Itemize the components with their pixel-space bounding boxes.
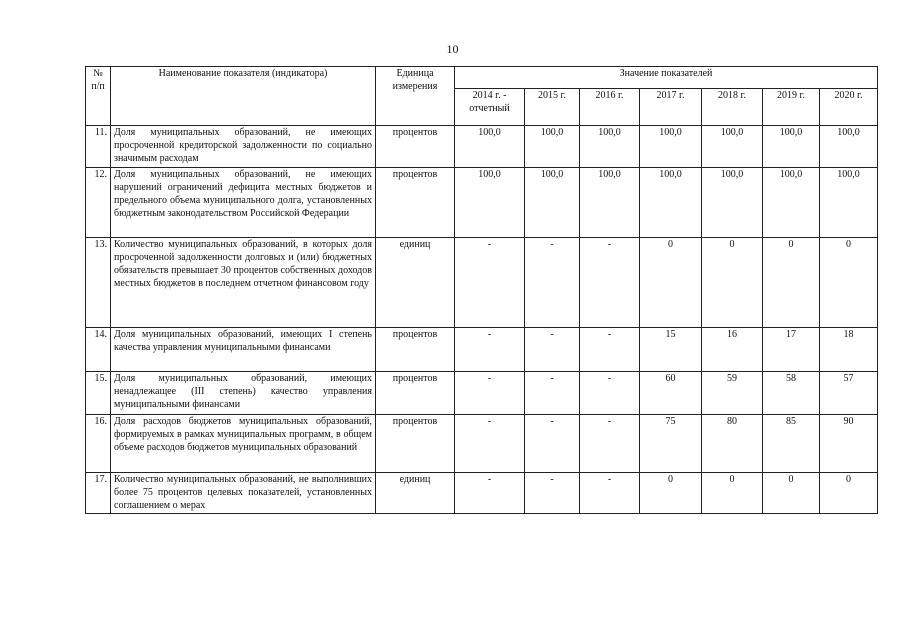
unit-cell: процентов: [376, 328, 455, 372]
value-cell: -: [525, 415, 580, 473]
value-cell: -: [580, 372, 640, 415]
indicator-name: Доля муниципальных образований, не имеющих просроченной кредиторской задолженности по социально значимым расходам: [111, 126, 376, 168]
value-cell: 75: [640, 415, 702, 473]
row-number: 13.: [86, 238, 111, 328]
value-cell: 0: [820, 238, 878, 328]
value-cell: -: [580, 238, 640, 328]
indicator-name: Количество муниципальных образований, в которых доля просроченной задолженности долговых и (или) бюджетных обязательств превышает 30 процентов собственных доходов местных бюджетов в последнем отчетном финансовом году: [111, 238, 376, 328]
value-cell: 60: [640, 372, 702, 415]
table-row: [86, 168, 878, 238]
unit-cell: единиц: [376, 238, 455, 328]
value-cell: 85: [763, 415, 820, 473]
header-year: 2017 г.: [640, 89, 702, 126]
value-cell: -: [580, 473, 640, 514]
value-cell: 100,0: [580, 126, 640, 168]
value-cell: 17: [763, 328, 820, 372]
value-cell: 80: [702, 415, 763, 473]
unit-cell: процентов: [376, 415, 455, 473]
header-year: 2015 г.: [525, 89, 580, 126]
value-cell: -: [580, 328, 640, 372]
header-row: [86, 67, 878, 89]
value-cell: 0: [763, 473, 820, 514]
header-values: Значение показателей: [455, 67, 878, 89]
row-number: 12.: [86, 168, 111, 238]
value-cell: -: [580, 415, 640, 473]
value-cell: 100,0: [525, 126, 580, 168]
header-year: 2020 г.: [820, 89, 878, 126]
value-cell: -: [455, 238, 525, 328]
table-row: [86, 415, 878, 473]
value-cell: -: [525, 328, 580, 372]
value-cell: 0: [763, 238, 820, 328]
table-row: [86, 126, 878, 168]
table-row: [86, 238, 878, 328]
value-cell: 0: [640, 473, 702, 514]
table-row: [86, 372, 878, 415]
value-cell: -: [455, 473, 525, 514]
indicator-name: Доля расходов бюджетов муниципальных образований, формируемых в рамках муниципальных программ, в общем объеме расходов бюджетов муниципальных образований: [111, 415, 376, 473]
value-cell: 59: [702, 372, 763, 415]
unit-cell: процентов: [376, 168, 455, 238]
header-year: 2018 г.: [702, 89, 763, 126]
value-cell: 100,0: [820, 168, 878, 238]
indicator-name: Доля муниципальных образований, имеющих ненадлежащее (III степень) качество управления муниципальными финансами: [111, 372, 376, 415]
table-row: [86, 473, 878, 514]
indicator-name: Количество муниципальных образований, не выполнивших более 75 процентов целевых показателей, установленных соглашением о мерах: [111, 473, 376, 514]
row-number: 11.: [86, 126, 111, 168]
row-number: 15.: [86, 372, 111, 415]
unit-cell: процентов: [376, 372, 455, 415]
header-year: 2019 г.: [763, 89, 820, 126]
value-cell: 100,0: [580, 168, 640, 238]
value-cell: 100,0: [702, 168, 763, 238]
indicators-table: [85, 66, 878, 514]
value-cell: 0: [820, 473, 878, 514]
value-cell: 100,0: [702, 126, 763, 168]
value-cell: -: [525, 473, 580, 514]
value-cell: -: [455, 328, 525, 372]
value-cell: 100,0: [455, 168, 525, 238]
header-unit: Единица измерения: [376, 67, 455, 126]
indicator-name: Доля муниципальных образований, имеющих I степень качества управления муниципальными финансами: [111, 328, 376, 372]
value-cell: 58: [763, 372, 820, 415]
row-number: 14.: [86, 328, 111, 372]
value-cell: -: [455, 372, 525, 415]
header-name: Наименование показателя (индикатора): [111, 67, 376, 126]
value-cell: 100,0: [763, 168, 820, 238]
value-cell: -: [525, 372, 580, 415]
value-cell: -: [455, 415, 525, 473]
value-cell: 18: [820, 328, 878, 372]
value-cell: 90: [820, 415, 878, 473]
table-row: [86, 328, 878, 372]
page-number: 10: [446, 42, 459, 56]
header-year: 2014 г. - отчетный: [455, 89, 525, 126]
row-number: 16.: [86, 415, 111, 473]
value-cell: 0: [702, 238, 763, 328]
indicator-name: Доля муниципальных образований, не имеющих нарушений ограничений дефицита местных бюджетов и предельного объема муниципального долга, установленных бюджетным законодательством Российской Федерации: [111, 168, 376, 238]
value-cell: 16: [702, 328, 763, 372]
row-number: 17.: [86, 473, 111, 514]
value-cell: 100,0: [763, 126, 820, 168]
value-cell: 15: [640, 328, 702, 372]
value-cell: 100,0: [640, 126, 702, 168]
value-cell: -: [525, 238, 580, 328]
value-cell: 100,0: [455, 126, 525, 168]
value-cell: 100,0: [640, 168, 702, 238]
value-cell: 0: [640, 238, 702, 328]
header-num: № п/п: [86, 67, 111, 126]
value-cell: 100,0: [820, 126, 878, 168]
value-cell: 57: [820, 372, 878, 415]
value-cell: 0: [702, 473, 763, 514]
unit-cell: процентов: [376, 126, 455, 168]
unit-cell: единиц: [376, 473, 455, 514]
header-year: 2016 г.: [580, 89, 640, 126]
value-cell: 100,0: [525, 168, 580, 238]
